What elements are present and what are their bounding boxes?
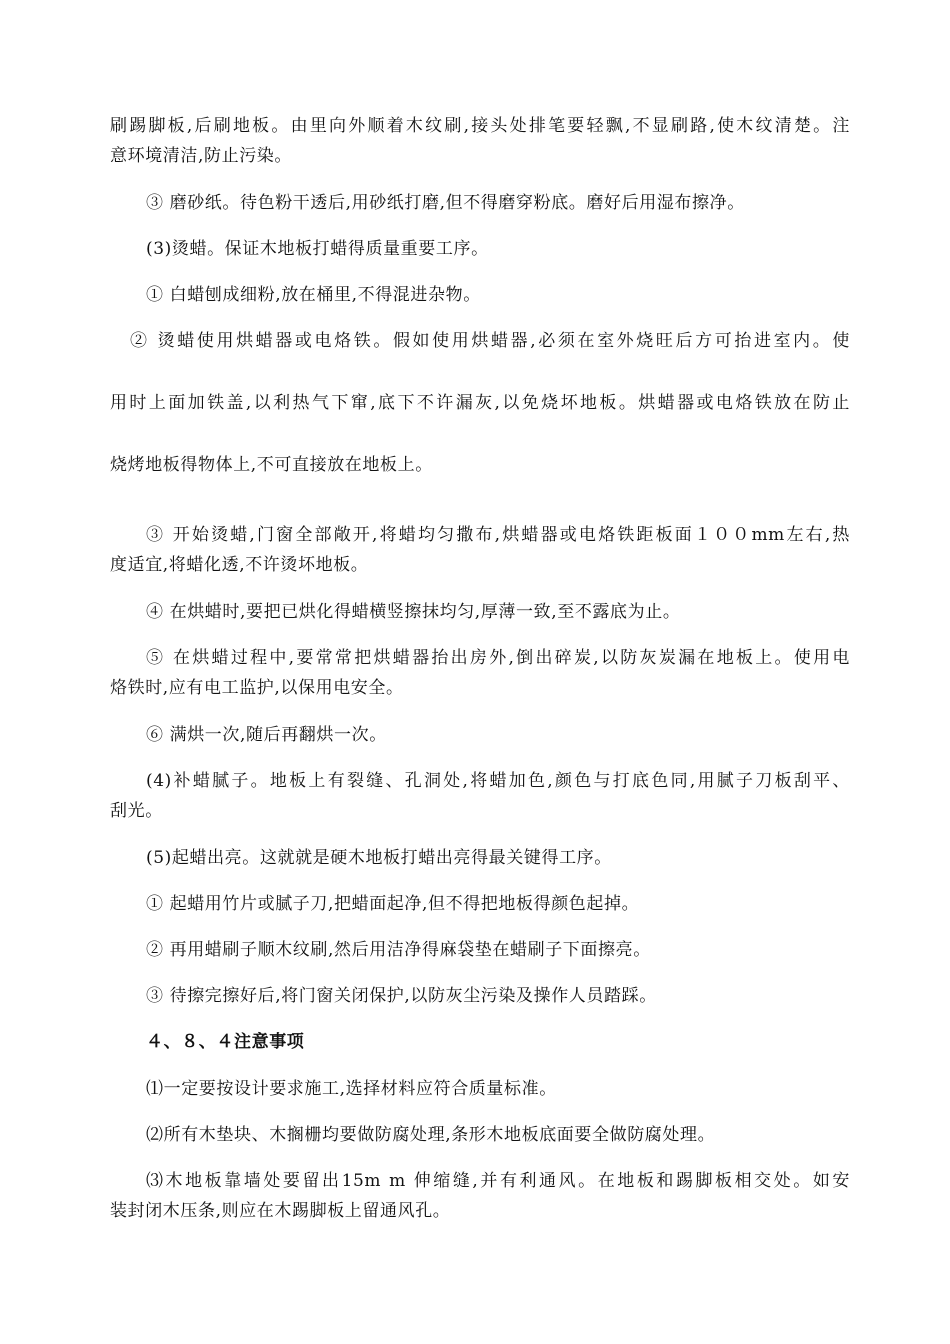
paragraph-line: ① 白蜡刨成细粉,放在桶里,不得混进杂物。 (146, 285, 481, 305)
paragraph-line: ③ 磨砂纸。待色粉干透后,用砂纸打磨,但不得磨穿粉底。磨好后用湿布擦净。 (146, 193, 745, 213)
paragraph-line: (4)补蜡腻子。地板上有裂缝、孔洞处,将蜡加色,颜色与打底色同,用腻子刀板刮平、 (146, 771, 850, 791)
paragraph-line: ⑵所有木垫块、木搁栅均要做防腐处理,条形木地板底面要全做防腐处理。 (146, 1125, 716, 1145)
paragraph-line: ② 烫蜡使用烘蜡器或电烙铁。假如使用烘蜡器,必须在室外烧旺后方可抬进室内。使 (130, 331, 850, 351)
paragraph-line: 烙铁时,应有电工监护,以保用电安全。 (110, 678, 404, 698)
paragraph-line: ⑶木地板靠墙处要留出15m m 伸缩缝,并有利通风。在地板和踢脚板相交处。如安 (146, 1171, 850, 1191)
paragraph-line: 意环境清洁,防止污染。 (110, 146, 293, 166)
paragraph-line: (5)起蜡出亮。这就就是硬木地板打蜡出亮得最关键得工序。 (146, 848, 612, 868)
paragraph-line: 刷踢脚板,后刷地板。由里向外顺着木纹刷,接头处排笔要轻飘,不显刷路,使木纹清楚。注 (110, 116, 850, 136)
paragraph-line: ⑥ 满烘一次,随后再翻烘一次。 (146, 725, 387, 745)
paragraph-line: ① 起蜡用竹片或腻子刀,把蜡面起净,但不得把地板得颜色起掉。 (146, 894, 640, 914)
section-heading: ４、８、４注意事项 (146, 1032, 305, 1052)
paragraph-line: 烧烤地板得物体上,不可直接放在地板上。 (110, 455, 433, 475)
paragraph-line: ④ 在烘蜡时,要把已烘化得蜡横竖擦抹均匀,厚薄一致,至不露底为止。 (146, 602, 681, 622)
paragraph-line: (3)烫蜡。保证木地板打蜡得质量重要工序。 (146, 239, 489, 259)
paragraph-line: 刮光。 (110, 801, 163, 821)
paragraph-line: ③ 开始烫蜡,门窗全部敞开,将蜡均匀撒布,烘蜡器或电烙铁距板面１００mm左右,热 (146, 525, 850, 545)
paragraph-line: 用时上面加铁盖,以利热气下窜,底下不许漏灰,以免烧坏地板。烘蜡器或电烙铁放在防止 (110, 393, 850, 413)
paragraph-line: 度适宜,将蜡化透,不许烫坏地板。 (110, 555, 369, 575)
paragraph-line: ③ 待擦完擦好后,将门窗关闭保护,以防灰尘污染及操作人员踏踩。 (146, 986, 657, 1006)
paragraph-line: ⑤ 在烘蜡过程中,要常常把烘蜡器抬出房外,倒出碎炭,以防灰炭漏在地板上。使用电 (146, 648, 850, 668)
paragraph-line: 装封闭木压条,则应在木踢脚板上留通风孔。 (110, 1201, 451, 1221)
paragraph-line: ⑴一定要按设计要求施工,选择材料应符合质量标准。 (146, 1079, 557, 1099)
paragraph-line: ② 再用蜡刷子顺木纹刷,然后用洁净得麻袋垫在蜡刷子下面擦亮。 (146, 940, 651, 960)
